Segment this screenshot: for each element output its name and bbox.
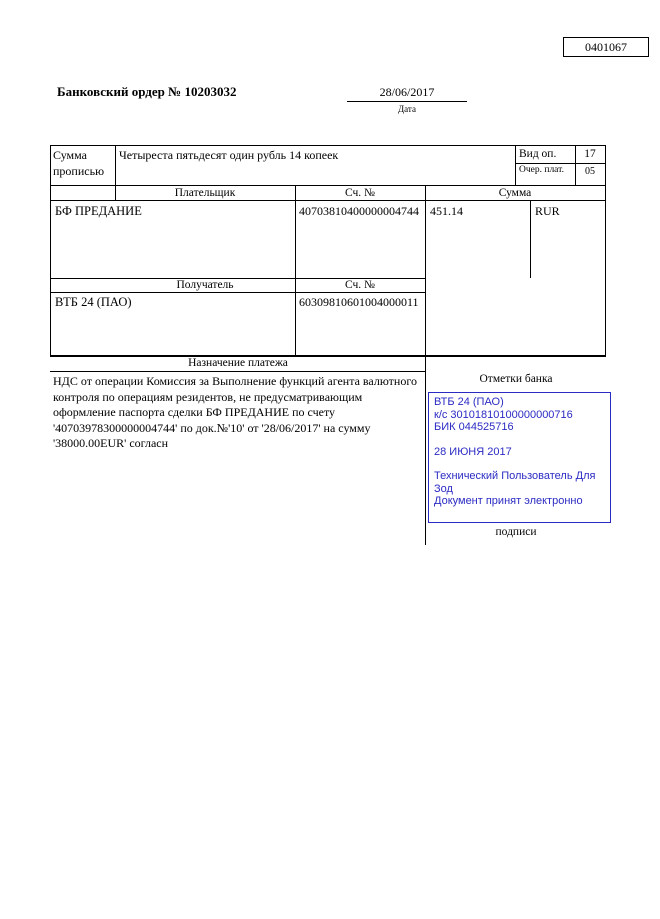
payer-account-column-header: Сч. №: [344, 187, 376, 199]
date-value: 28/06/2017: [379, 85, 435, 99]
stamp-status: Документ принят электронно: [434, 495, 583, 507]
signatures-label: подписи: [495, 526, 537, 538]
payer-name: БФ ПРЕДАНИЕ: [55, 204, 142, 218]
amount-in-words-label: Сумма прописью: [53, 148, 105, 179]
form-code: 0401067: [585, 39, 627, 54]
stamp-bank-name: ВТБ 24 (ПАО): [434, 396, 504, 408]
sum-value: 451.14: [430, 204, 463, 218]
name-account-divider: [295, 185, 296, 355]
stamp-date: 28 ИЮНЯ 2017: [434, 445, 512, 458]
stamp-corr-account: к/с 30101810100000000716: [434, 408, 573, 421]
document-title: Банковский ордер № 10203032: [57, 84, 237, 99]
bank-marks-header: Отметки банка: [479, 373, 553, 385]
form-code-box: [563, 37, 649, 57]
purpose-header-bottom-border: [50, 371, 426, 372]
table-right-border: [605, 145, 606, 355]
payment-priority-label: Очер. плат.: [519, 165, 564, 175]
date-underline: [347, 101, 467, 102]
op-type-row-divider: [515, 163, 606, 164]
amount-row-bottom-border: [50, 185, 606, 186]
bank-stamp: [428, 392, 611, 523]
payee-column-header: Получатель: [176, 279, 234, 291]
sum-currency: RUR: [535, 204, 560, 218]
stamp-user: Технический Пользователь Для Зод: [434, 470, 596, 495]
purpose-header: Назначение платежа: [188, 357, 288, 369]
table-left-border: [50, 145, 51, 355]
table-top-border: [50, 145, 606, 146]
payment-priority-value: 05: [585, 166, 595, 177]
payer-column-header: Плательщик: [174, 187, 236, 199]
amount-in-words: Четыреста пятьдесят один рубль 14 копеек: [119, 148, 339, 162]
date-label: Дата: [398, 104, 416, 114]
sum-currency-divider: [530, 200, 531, 278]
op-type-value: 17: [584, 148, 596, 160]
payee-account-column-header: Сч. №: [344, 279, 376, 291]
op-type-label: Вид оп.: [519, 148, 557, 160]
op-type-left-border: [515, 145, 516, 185]
payee-account-number: 60309810601004000011: [299, 295, 419, 309]
stamp-spacer: [434, 458, 605, 470]
stamp-bik: БИК 044525716: [434, 421, 514, 433]
stamp-spacer: [434, 434, 605, 446]
payee-name: ВТБ 24 (ПАО): [55, 295, 132, 309]
purpose-text: НДС от операции Комиссия за Выполнение функций агента валютного контроля по операциям резидентов, не предусматривающим оформление паспорта сделки БФ ПРЕДАНИЕ по счету '40703978300000004744' по док.№'10' от '28/06/2017' на сумму '38000.00EUR' согласн: [53, 374, 417, 450]
sum-column-header: Сумма: [498, 187, 532, 199]
payer-account-number: 40703810400000004744: [299, 204, 419, 218]
